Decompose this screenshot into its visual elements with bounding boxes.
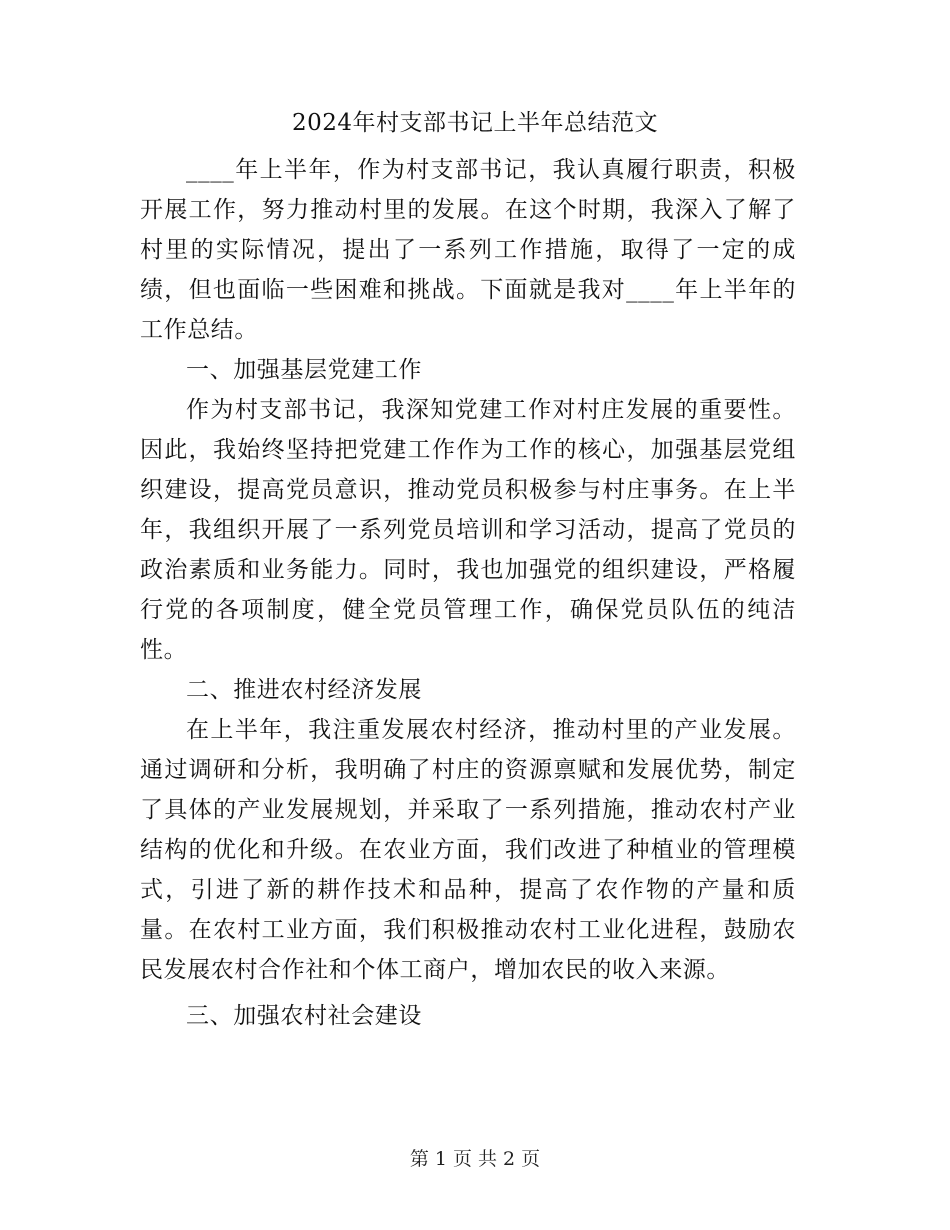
- document-body: [140, 150, 796, 1036]
- intro-paragraph: ____年上半年，作为村支部书记，我认真履行职责，积极开展工作，努力推动村里的发展。在这个时期，我深入了解了村里的实际情况，提出了一系列工作措施，取得了一定的成绩，但也面临一些困难和挑战。下面就是我对____年上半年的工作总结。: [140, 157, 796, 343]
- page-number: 第 1 页 共 2 页: [409, 1148, 541, 1170]
- section-heading-rural-society: 三、加强农村社会建设: [186, 1003, 422, 1029]
- section-heading-rural-economy: 二、推进农村经济发展: [186, 677, 422, 703]
- paragraph-party-building: 作为村支部书记，我深知党建工作对村庄发展的重要性。因此，我始终坚持把党建工作作为工作的核心，加强基层党组织建设，提高党员意识，推动党员积极参与村庄事务。在上半年，我组织开展了一系列党员培训和学习活动，提高了党员的政治素质和业务能力。同时，我也加强党的组织建设，严格履行党的各项制度，健全党员管理工作，确保党员队伍的纯洁性。: [140, 397, 796, 663]
- document-title: 2024年村支部书记上半年总结范文: [291, 110, 659, 136]
- section-heading-party-building: 一、加强基层党建工作: [186, 357, 422, 383]
- paragraph-rural-economy: 在上半年，我注重发展农村经济，推动村里的产业发展。通过调研和分析，我明确了村庄的资源禀赋和发展优势，制定了具体的产业发展规划，并采取了一系列措施，推动农村产业结构的优化和升级。在农业方面，我们改进了种植业的管理模式，引进了新的耕作技术和品种，提高了农作物的产量和质量。在农村工业方面，我们积极推动农村工业化进程，鼓励农民发展农村合作社和个体工商户，增加农民的收入来源。: [140, 717, 796, 983]
